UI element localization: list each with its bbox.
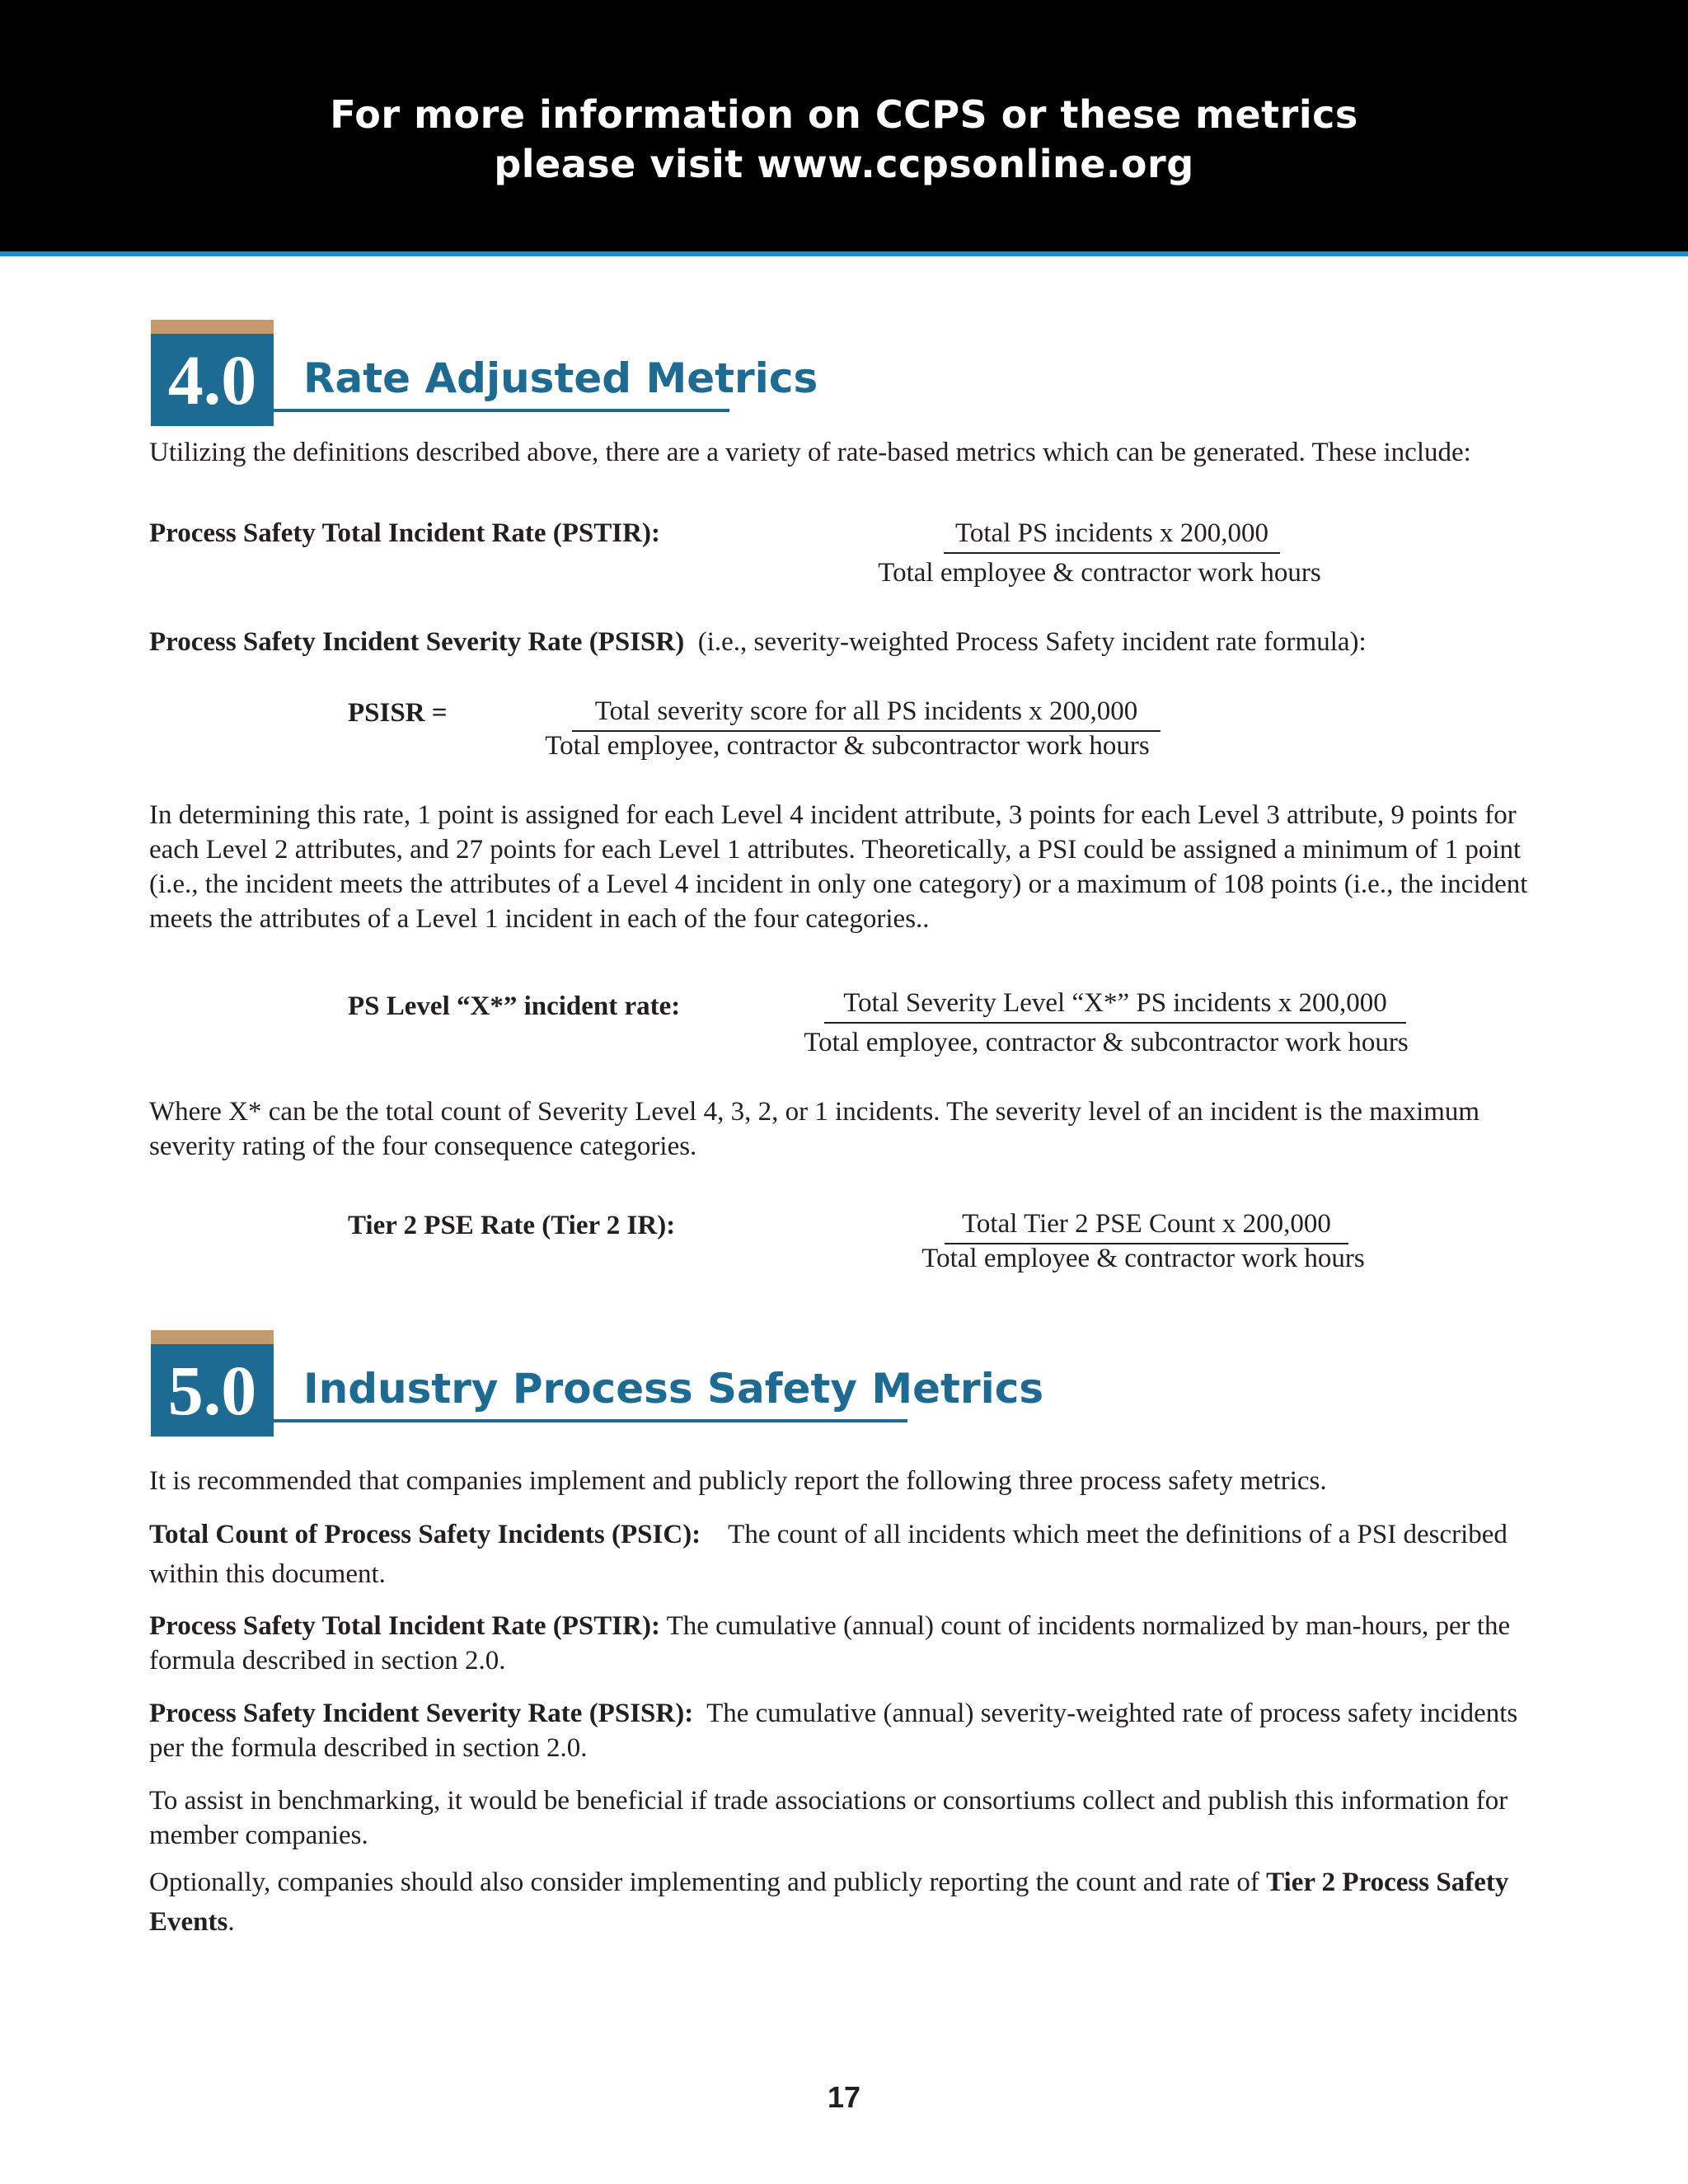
benchmark-paragraph: To assist in benchmarking, it would be beneficial if trade associations or consortiums collect and publish this information for member companies. xyxy=(149,1786,1508,1850)
tier2-numerator: Total Tier 2 PSE Count x 200,000 xyxy=(945,1207,1348,1244)
where-paragraph: Where X* can be the total count of Severity Level 4, 3, 2, or 1 incidents. The severity level of an incident is the maximum severity rating of the four consequence categories. xyxy=(149,1097,1480,1161)
header-banner xyxy=(0,0,1688,256)
determining-paragraph: In determining this rate, 1 point is assigned for each Level 4 incident attribute, 3 points for each Level 3 attribute, 9 points for each Level 2 attributes, and 27 points for each Level 1 attributes. Theoretically, a PSI could be assigned a minimum of 1 point (i.e., the incident meets the attributes of a Level 4 incident in only one category) or a maximum of 108 points (i.e., the incident meets the attributes of a Level 1 incident in each of the four categories.. xyxy=(149,800,1528,934)
psisr-label: PSISR = xyxy=(348,698,448,728)
pstir-paragraph xyxy=(149,1609,1550,1678)
tier2-label: Tier 2 PSE Rate (Tier 2 IR): xyxy=(348,1211,676,1240)
section-5-underline xyxy=(274,1419,907,1422)
pstir-text: The cumulative (annual) count of incidents normalized by man-hours, per the formula described in section 2.0. xyxy=(149,1611,1511,1675)
optional-end: . xyxy=(227,1907,235,1937)
level-rate-denominator: Total employee, contractor & subcontractor work hours xyxy=(804,1028,1409,1057)
tier2-denominator: Total employee & contractor work hours xyxy=(921,1244,1365,1273)
level-rate-numerator: Total Severity Level “X*” PS incidents x 200,000 xyxy=(824,986,1406,1024)
page-number: 17 xyxy=(827,2080,861,2114)
optional-bold: Tier 2 Process Safety Events xyxy=(149,1868,1509,1937)
optional-text: Optionally, companies should also consider implementing and publicly reporting the count and rate of xyxy=(149,1868,1259,1897)
pstir-bold: Process Safety Total Incident Rate (PSTIR): xyxy=(149,1611,660,1641)
psisr-text: The cumulative (annual) severity-weighted rate of process safety incidents per the formula described in section 2.0. xyxy=(149,1699,1518,1763)
level-rate-label: PS Level “X*” incident rate: xyxy=(348,991,681,1021)
psic-bold: Total Count of Process Safety Incidents (PSIC): xyxy=(149,1520,701,1549)
section-4-number-box: 4.0 xyxy=(151,320,274,426)
optional-paragraph xyxy=(149,1863,1550,1942)
psisr-heading-rest: (i.e., severity-weighted Process Safety incident rate formula): xyxy=(697,627,1367,657)
psic-paragraph xyxy=(149,1515,1550,1594)
psisr-denominator: Total employee, contractor & subcontractor work hours xyxy=(545,731,1150,761)
pstir-label: Process Safety Total Incident Rate (PSTIR): xyxy=(149,518,660,548)
section-5-number-box: 5.0 xyxy=(151,1330,274,1436)
banner-line-2: please visit www.ccpsonline.org xyxy=(494,142,1194,186)
psisr-paragraph xyxy=(149,1696,1550,1765)
section-4-intro: Utilizing the definitions described above, there are a variety of rate-based metrics which can be generated. These include: xyxy=(149,438,1471,467)
pstir-denominator: Total employee & contractor work hours xyxy=(878,558,1321,588)
section-4-underline xyxy=(274,409,729,412)
psisr-bold: Process Safety Incident Severity Rate (PSISR): xyxy=(149,1699,694,1728)
pstir-numerator: Total PS incidents x 200,000 xyxy=(944,516,1280,554)
psic-text: The count of all incidents which meet the definitions of a PSI described within this document. xyxy=(149,1520,1507,1589)
section-4-title: Rate Adjusted Metrics xyxy=(303,354,818,402)
psisr-heading-bold: Process Safety Incident Severity Rate (PSISR) xyxy=(149,627,685,657)
psisr-numerator: Total severity score for all PS incidents x 200,000 xyxy=(572,694,1160,732)
section-5-title: Industry Process Safety Metrics xyxy=(303,1365,1044,1413)
section-5-intro: It is recommended that companies implement and publicly report the following three process safety metrics. xyxy=(149,1466,1327,1496)
banner-line-1: For more information on CCPS or these metrics xyxy=(330,92,1358,137)
psisr-heading xyxy=(149,625,1550,659)
